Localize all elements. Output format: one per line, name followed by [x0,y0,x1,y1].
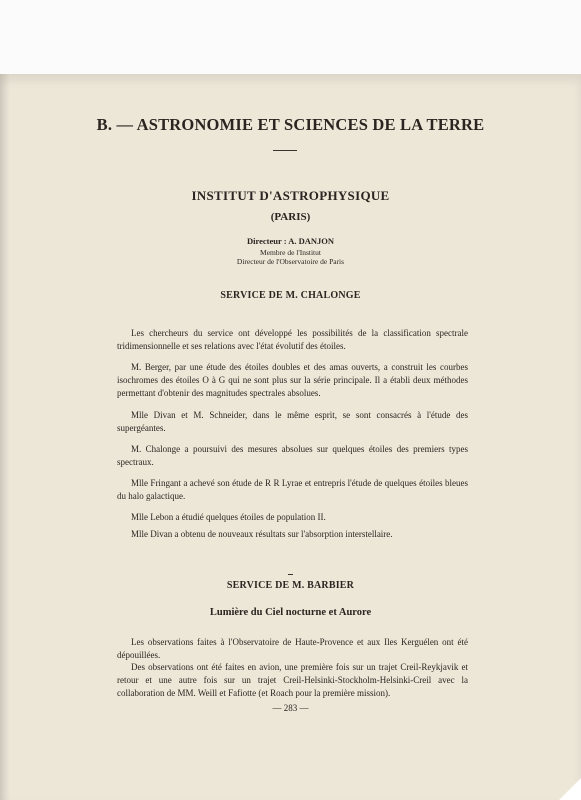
chalonge-paragraph-6: Mlle Lebon a étudié quelques étoiles de population II. [131,512,326,522]
director-title-1: Membre de l'Institut [260,248,321,257]
chalonge-paragraph-7: Mlle Divan a obtenu de nouveaux résultats sur l'absorption interstellaire. [131,529,393,539]
institute-title: INSTITUT D'ASTROPHYSIQUE [191,188,390,203]
barbier-paragraph-1: Les observations faites à l'Observatoire de Haute-Provence et aux Iles Kerguélen ont été dépouillées. [117,637,468,660]
service-chalonge-title: SERVICE DE M. CHALONGE [220,290,361,301]
chalonge-paragraph-5: Mlle Fringant a achevé son étude de R R Lyrae et entrepris l'étude de quelques étoiles bleues du halo galactique. [117,478,468,501]
title-rule [273,150,297,151]
page-number: — 283 — [272,703,309,713]
section-tick [288,574,293,575]
section-title: B. — ASTRONOMIE ET SCIENCES DE LA TERRE [96,115,485,134]
scan-background [0,0,581,74]
director-title-2: Directeur de l'Observatoire de Paris [236,257,345,266]
barbier-paragraph-2: Des observations ont été faites en avion, une première fois sur un trajet Creil-Reykjavik et retour et une autre fois sur un trajet Creil-Helsinki-Stockholm-Helsinki-Creil avec la collaboration de MM. Weill et Fafiotte (et Roach pour la première mission). [117,662,468,698]
barbier-subheading: Lumière du Ciel nocturne et Aurore [209,607,372,618]
chalonge-paragraph-1: Les chercheurs du service ont développé les possibilités de la classification spectrale tridimensionnelle et ses relations avec l'état évolutif des étoiles. [117,328,468,351]
chalonge-paragraph-3: Mlle Divan et M. Schneider, dans le même esprit, se sont consacrés à l'étude des supergéantes. [117,410,468,433]
service-barbier-title: SERVICE DE M. BARBIER [226,580,355,591]
chalonge-paragraph-4: M. Chalonge a poursuivi des mesures absolues sur quelques étoiles des premiers types spectraux. [117,444,468,467]
institute-subtitle: (PARIS) [270,211,311,223]
director-name: Directeur : A. DANJON [246,236,335,246]
page-corner [559,778,581,800]
page-shadow-edge [0,74,10,800]
chalonge-paragraph-2: M. Berger, par une étude des étoiles doubles et des amas ouverts, a construit les courbes isochromes des étoiles O à G qui ne sont plus sur la série principale. Il a établi deux méthodes permettant d'obtenir des magnitudes spectrales absolues. [117,362,468,398]
